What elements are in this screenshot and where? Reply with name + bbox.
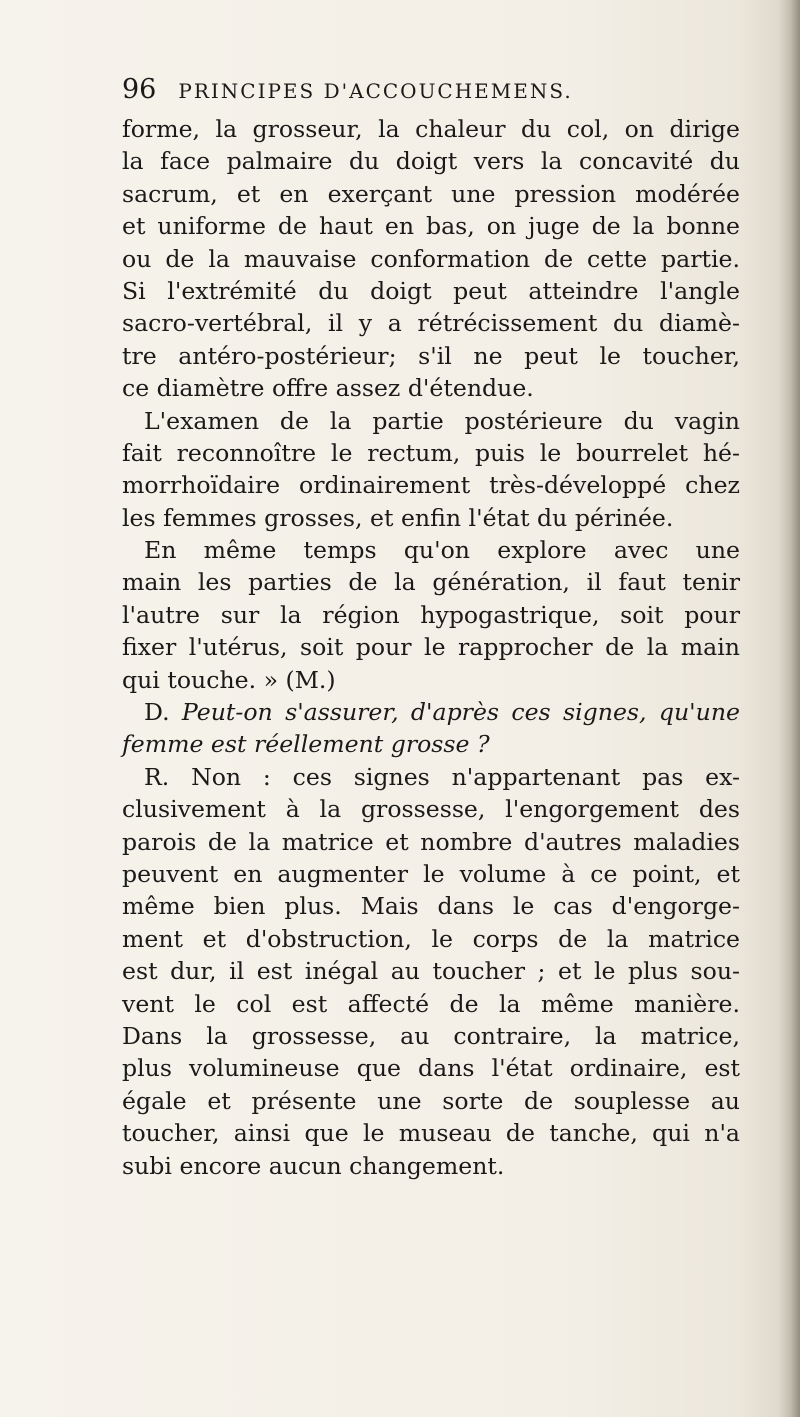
text-line: subi encore aucun changement. <box>122 1151 505 1180</box>
text-line: ce diamètre offre assez d'étendue. <box>122 374 534 403</box>
paragraph-3 <box>122 534 740 696</box>
text-line: et uniforme de haut en bas, on juge de la bonne <box>122 212 740 241</box>
text-line: toucher, ainsi que le museau de tanche, qui n'a <box>122 1119 740 1148</box>
text-line: R. Non : ces signes n'appartenant pas ex- <box>144 762 740 791</box>
question-prefix: D. <box>144 698 170 727</box>
page-edge-shadow <box>778 0 800 1417</box>
text-line: ment et d'obstruction, le corps de la matrice <box>122 924 740 953</box>
text-line: main les parties de la génération, il faut tenir <box>122 568 740 597</box>
text-line: L'examen de la partie postérieure du vagin <box>144 406 740 435</box>
paragraph-2 <box>122 405 740 535</box>
text-line: fait reconnoître le rectum, puis le bourrelet hé- <box>122 438 740 467</box>
running-head: PRINCIPES D'ACCOUCHEMENS. <box>178 79 573 103</box>
question-paragraph <box>122 696 740 761</box>
text-line: peuvent en augmenter le volume à ce point, et <box>122 859 740 888</box>
text-line: En même temps qu'on explore avec une <box>144 536 740 565</box>
text-line: sacrum, et en exerçant une pression modérée <box>122 179 740 208</box>
paragraph-1 <box>122 113 740 405</box>
text-line: l'autre sur la région hypogastrique, soit pour <box>122 600 740 629</box>
question-line <box>122 696 740 728</box>
text-line: fixer l'utérus, soit pour le rapprocher de la main <box>122 633 740 662</box>
body-text <box>122 113 740 1182</box>
text-line: tre antéro-postérieur; s'il ne peut le toucher, <box>122 341 740 370</box>
text-line: qui touche. » (M.) <box>122 665 336 694</box>
text-line: les femmes grosses, et enfin l'état du périnée. <box>122 503 674 532</box>
text-line: sacro-vertébral, il y a rétrécissement du diamè- <box>122 309 740 338</box>
text-line: parois de la matrice et nombre d'autres maladies <box>122 827 740 856</box>
text-line: ou de la mauvaise conformation de cette partie. <box>122 244 740 273</box>
answer-paragraph <box>122 761 740 1182</box>
text-line: plus volumineuse que dans l'état ordinaire, est <box>122 1054 740 1083</box>
page-number: 96 <box>122 74 157 105</box>
text-line: morrhoïdaire ordinairement très-développé chez <box>122 471 740 500</box>
text-line: forme, la grosseur, la chaleur du col, on dirige <box>122 115 740 143</box>
question-text: femme est réellement grosse ? <box>122 730 490 759</box>
text-line: clusivement à la grossesse, l'engorgement des <box>122 795 740 824</box>
text-line: Si l'extrémité du doigt peut atteindre l'angle <box>122 276 740 305</box>
text-line: égale et présente une sorte de souplesse au <box>122 1086 740 1115</box>
text-line: même bien plus. Mais dans le cas d'engorge- <box>122 892 740 921</box>
question-text: Peut-on s'assurer, d'après ces signes, qu'une <box>181 698 740 727</box>
page-header <box>122 74 662 110</box>
text-line: Dans la grossesse, au contraire, la matrice, <box>122 1021 740 1050</box>
text-line: est dur, il est inégal au toucher ; et le plus sou- <box>122 957 740 986</box>
text-line: la face palmaire du doigt vers la concavité du <box>122 147 740 176</box>
text-line: vent le col est affecté de la même manière. <box>122 989 740 1018</box>
